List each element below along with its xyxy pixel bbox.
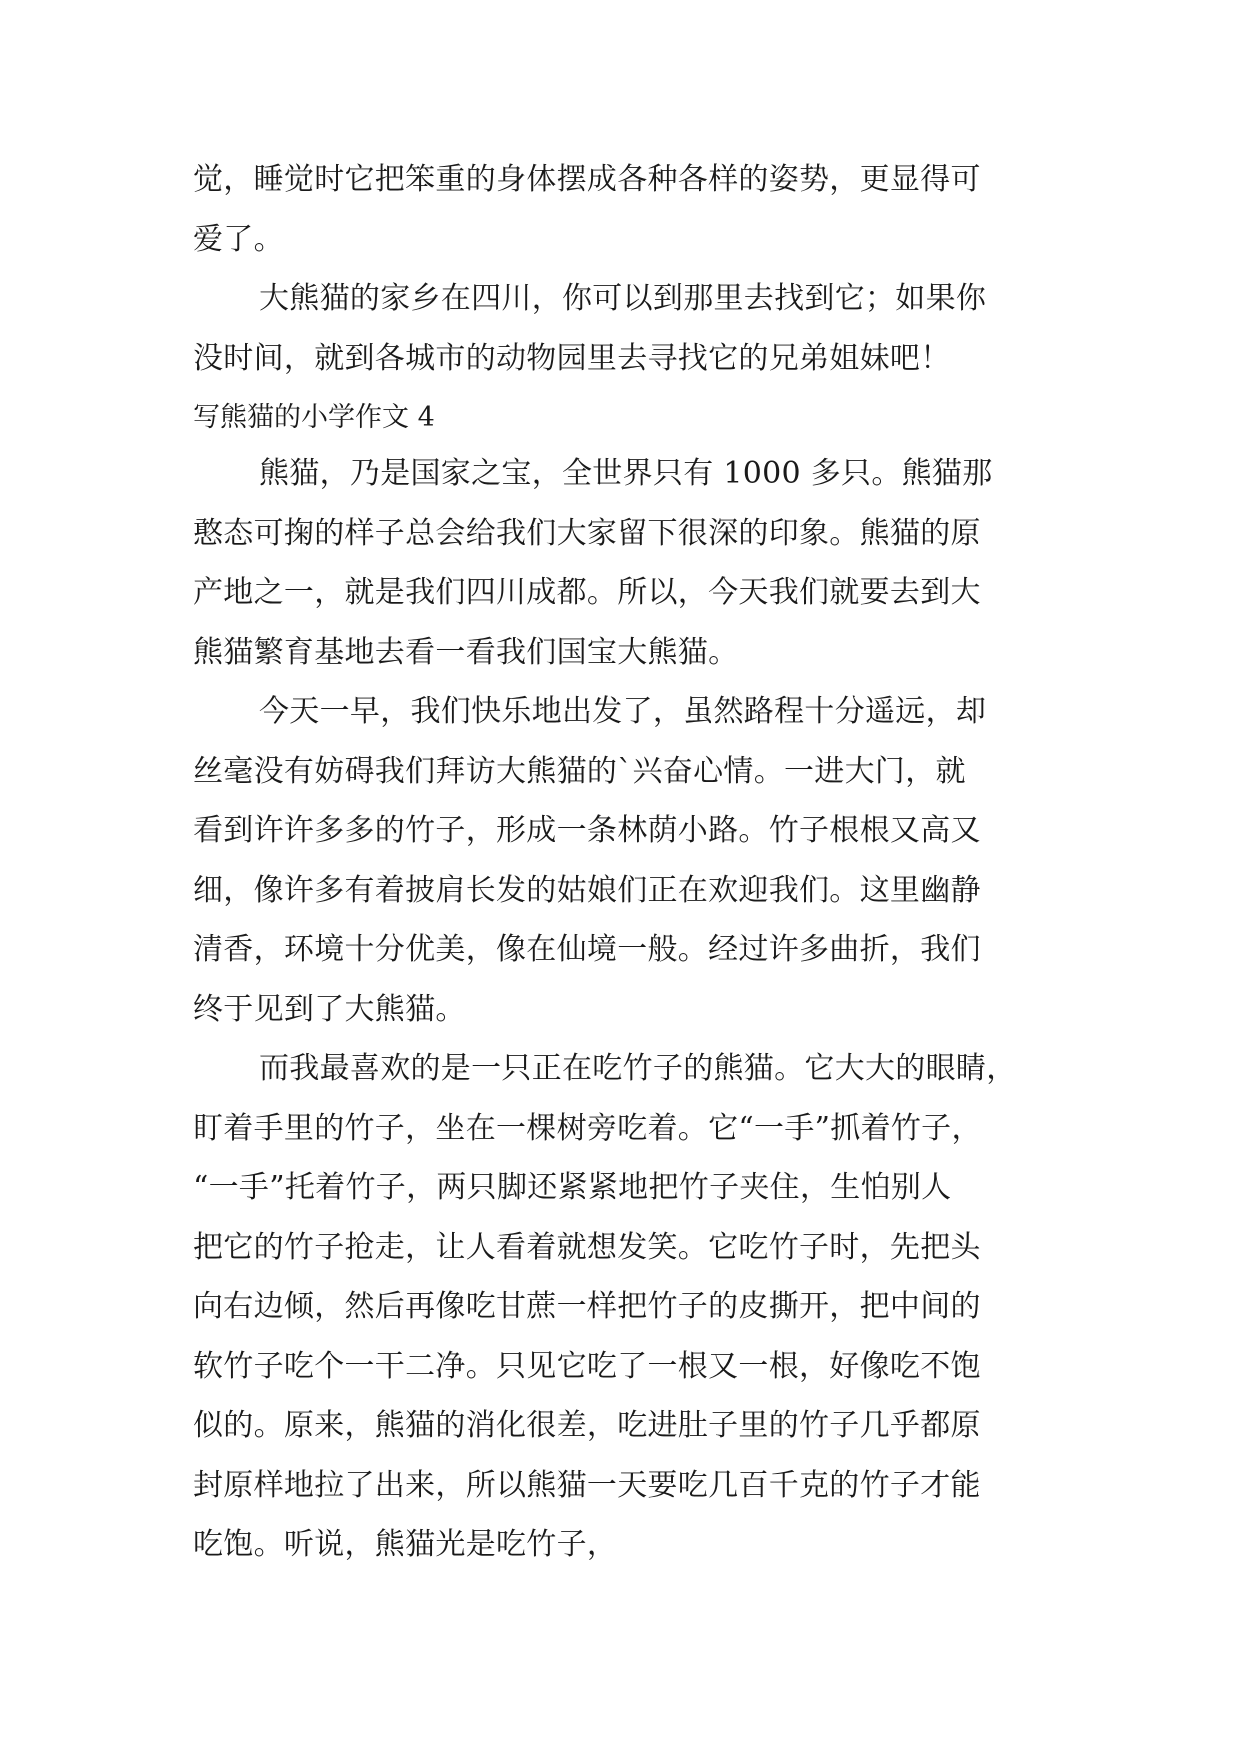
intro-paragraph-1 (193, 150, 1053, 269)
paragraph-line: 向右边倾，然后再像吃甘蔗一样把竹子的皮撕开，把中间的 (193, 1289, 981, 1324)
paragraph-line: 熊猫繁育基地去看一看我们国宝大熊猫。 (193, 634, 739, 670)
paragraph-line: 似的。原来，熊猫的消化很差，吃进肚子里的竹子几乎都原 (193, 1408, 981, 1443)
paragraph-line: 今天一早，我们快乐地出发了，虽然路程十分遥远，却 (259, 694, 987, 729)
intro-block (193, 150, 1053, 388)
paragraph-line: 细，像许多有着披肩长发的姑娘们正在欢迎我们。这里幽静 (193, 872, 981, 908)
paragraph-line: “一手”托着竹子，两只脚还紧紧地把竹子夹住，生怕别人 (193, 1170, 952, 1205)
section-title: 写熊猫的小学作文 4 (193, 402, 435, 433)
paragraph-line: 没时间，就到各城市的动物园里去寻找它的兄弟姐妹吧！ (193, 340, 951, 376)
paragraph-line: 清香，环境十分优美，像在仙境一般。经过许多曲折，我们 (193, 932, 981, 967)
paragraph-line: 盯着手里的竹子，坐在一棵树旁吃着。它“一手”抓着竹子， (193, 1110, 982, 1146)
paragraph-line: 觉，睡觉时它把笨重的身体摆成各种各样的姿势，更显得可 (193, 162, 981, 197)
paragraph-line: 爱了。 (193, 221, 284, 257)
paragraph-line: 而我最喜欢的是一只正在吃竹子的熊猫。它大大的眼睛， (259, 1051, 1017, 1086)
paragraph-line: 熊猫，乃是国家之宝，全世界只有 1000 多只。熊猫那 (259, 456, 993, 491)
essay-paragraph-3 (193, 1039, 1053, 1575)
paragraph-line: 软竹子吃个一干二净。只见它吃了一根又一根，好像吃不饱 (193, 1348, 981, 1384)
paragraph-line: 产地之一，就是我们四川成都。所以，今天我们就要去到大 (193, 575, 981, 610)
paragraph-line: 憨态可掬的样子总会给我们大家留下很深的印象。熊猫的原 (193, 515, 981, 551)
paragraph-line: 把它的竹子抢走，让人看着就想发笑。它吃竹子时，先把头 (193, 1229, 981, 1265)
paragraph-line: 封原样地拉了出来，所以熊猫一天要吃几百千克的竹子才能 (193, 1467, 981, 1503)
essay-paragraph-2 (193, 682, 1053, 1039)
paragraph-line: 终于见到了大熊猫。 (193, 991, 466, 1027)
paragraph-line: 吃饱。听说，熊猫光是吃竹子， (193, 1527, 618, 1562)
paragraph-line: 大熊猫的家乡在四川，你可以到那里去找到它；如果你 (259, 281, 987, 316)
paragraph-line: 丝毫没有妨碍我们拜访大熊猫的`兴奋心情。一进大门，就 (193, 753, 966, 789)
intro-paragraph-2 (193, 269, 1053, 388)
paragraph-line: 看到许许多多的竹子，形成一条林荫小路。竹子根根又高又 (193, 813, 981, 848)
essay-body (193, 444, 1053, 1575)
essay-paragraph-1 (193, 444, 1053, 682)
